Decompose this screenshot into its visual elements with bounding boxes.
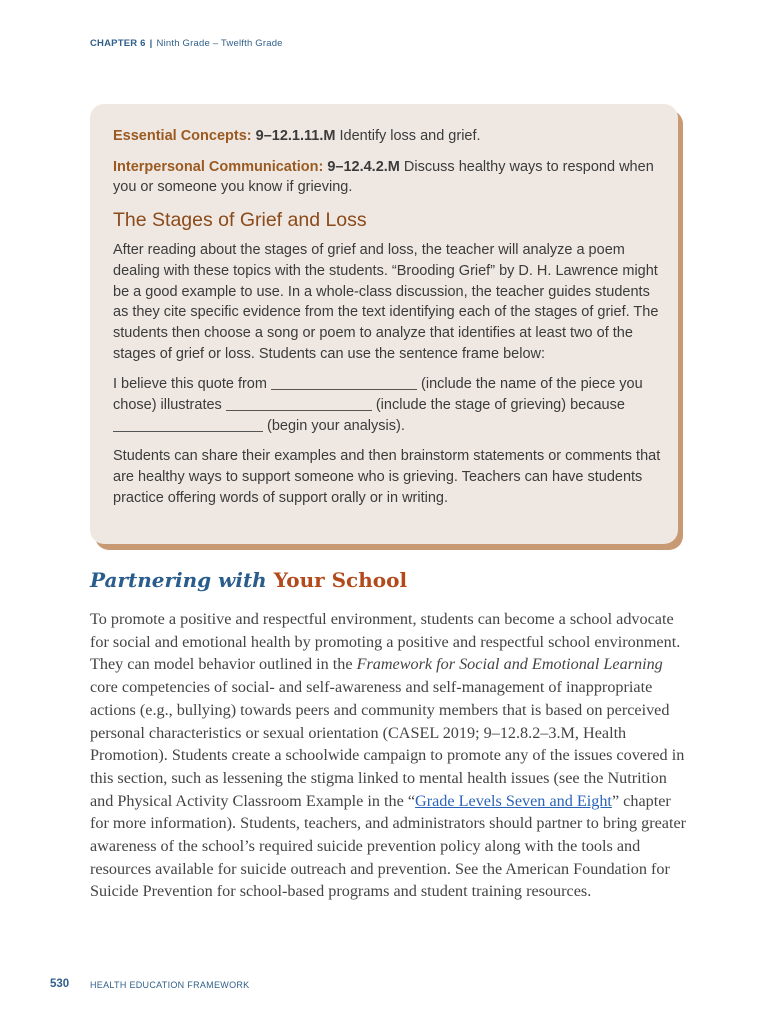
essential-concepts-code: 9–12.1.11.M [255,128,336,144]
frame-text-4: (begin your analysis). [263,417,405,434]
running-head [90,38,283,49]
section-body [90,608,690,903]
section-title-part2: Your School [273,568,408,592]
callout-content [113,126,661,519]
interpersonal-label: Interpersonal Communication: [113,158,324,175]
body-text-2: core competencies of social- and self-awareness and self-management of inappropriate actions (e.g., bullying) towards peers and community members that is based on perceived personal characteristics or sexual orientation (CASEL 2019; 9–12.8.2–3.M, Health Promotion). Students create a schoolwide campaign to promote any of the issues covered in this section, such as lessening the stigma linked to mental health issues (see the Nutrition and Physical Activity Classroom Example in the “ [90,678,685,810]
section-title [90,568,407,592]
chapter-label: CHAPTER 6 [90,38,146,49]
interpersonal-text: Discuss healthy ways to respond when you or someone you know if grieving. [113,158,654,196]
callout-title: The Stages of Grief and Loss [113,209,367,232]
grade-levels-link[interactable]: Grade Levels Seven and Eight [415,791,612,810]
essential-concepts [113,126,661,147]
body-text-3: ” chapter for more information). Students, teachers, and administrators should partner to bring greater awareness of the school’s required suicide prevention policy along with the tools and resources available for suicide outreach and prevention. See the American Foundation for Suicide Prevention for school-based programs and student training resources. [90,791,687,901]
blank-line [271,375,417,390]
sentence-frame [113,374,661,436]
blank-line [226,396,372,411]
callout-paragraph-3: Students can share their examples and then brainstorm statements or comments that are healthy ways to support someone who is grieving. Teachers can have students practice offering words of support orally or in writing. [113,448,661,506]
footer-title: HEALTH EDUCATION FRAMEWORK [90,980,250,990]
essential-concepts-label: Essential Concepts: [113,128,252,144]
body-italic-title: Framework for Social and Emotional Learning [356,655,663,674]
frame-text-2: (include the name of the piece you chose) illustrates [113,376,643,414]
interpersonal-communication [113,157,661,198]
interpersonal-code: 9–12.4.2.M [327,158,400,175]
body-text-1: To promote a positive and respectful environment, students can become a school advocate for social and emotional health by promoting a positive and respectful school environment. They can model behavior outlined in the [90,610,681,674]
header-separator: | [149,38,153,49]
blank-line [113,417,263,432]
grade-range: Ninth Grade – Twelfth Grade [156,38,283,49]
frame-text-1: I believe this quote from [113,376,271,393]
section-title-part1: Partnering with [90,568,267,592]
frame-text-3: (include the stage of grieving) because [371,397,625,414]
page-number: 530 [50,978,70,990]
callout-paragraph-1: After reading about the stages of grief and loss, the teacher will analyze a poem dealing with these topics with the students. “Brooding Grief” by D. H. Lawrence might be a good example to use. In a whole-class discussion, the teacher guides students as they cite specific evidence from the text identifying each of the stages of grief. The students then choose a song or poem to analyze that identifies at least two of the stages of grief or loss. Students can use the sentence frame below: [113,242,659,362]
essential-concepts-text: Identify loss and grief. [335,128,481,144]
